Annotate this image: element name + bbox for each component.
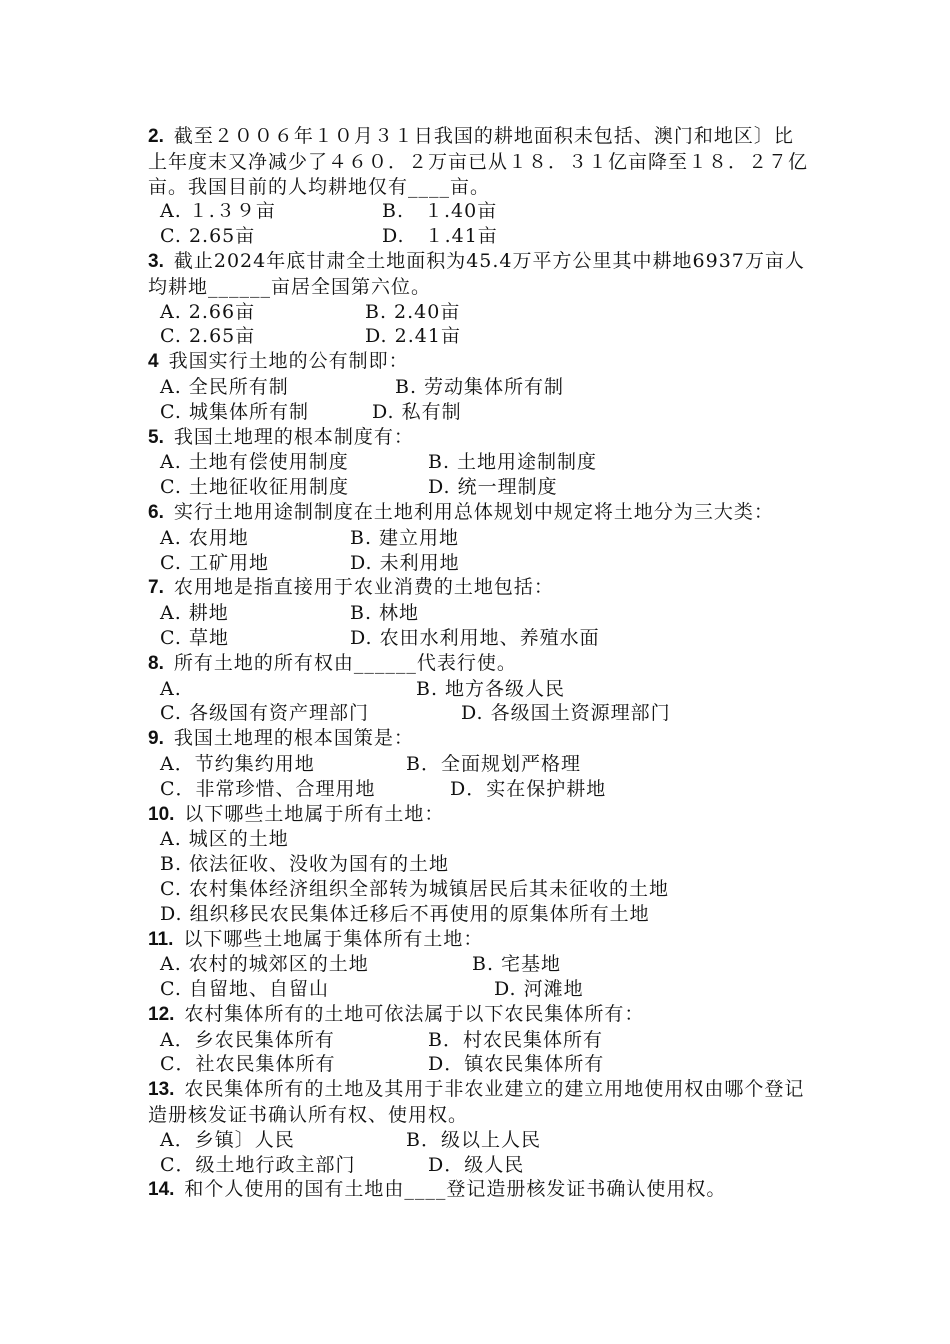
question-2-options <box>148 199 808 249</box>
option-a: A. １.３９亩 <box>160 200 276 223</box>
question-number: 7. <box>148 577 164 599</box>
question-14 <box>148 1177 808 1203</box>
question-3-options <box>148 300 808 350</box>
option-d: D. 组织移民农民集体迁移后不再使用的原集体所有土地 <box>160 902 650 925</box>
question-number: 14. <box>148 1179 175 1201</box>
question-number: 11. <box>148 928 174 950</box>
question-number: 8. <box>148 652 164 674</box>
question-13 <box>148 1077 808 1128</box>
option-b: B. 宅基地 <box>472 953 562 976</box>
option-d: D. 未利用地 <box>350 551 460 574</box>
option-c: C. 农村集体经济组织全部转为城镇居民后其未征收的土地 <box>160 877 669 900</box>
question-6 <box>148 500 808 526</box>
option-b: B. 建立用地 <box>350 526 460 549</box>
option-a: A. 农村的城郊区的土地 <box>160 953 369 976</box>
question-9 <box>148 726 808 752</box>
option-b: B. 依法征收、没收为国有的土地 <box>160 853 450 876</box>
option-b: B. 土地用途制制度 <box>428 451 598 474</box>
option-c: C. 2.65亩 <box>160 325 256 348</box>
option-d: D．级人民 <box>428 1153 525 1176</box>
question-2 <box>148 124 808 199</box>
question-11-options <box>148 952 808 1002</box>
option-c: C. 草地 <box>160 626 229 649</box>
question-6-options <box>148 526 808 576</box>
question-text: 和个人使用的国有土地由____登记造册核发证书确认使用权。 <box>184 1178 727 1201</box>
question-12 <box>148 1002 808 1028</box>
question-8 <box>148 651 808 677</box>
option-d: D. 各级国土资源理部门 <box>461 702 671 725</box>
option-a: A. 全民所有制 <box>160 375 289 398</box>
question-5 <box>148 425 808 451</box>
option-d: D. 2.41亩 <box>365 325 461 348</box>
question-text: 农村集体所有的土地可依法属于以下农民集体所有： <box>184 1002 645 1025</box>
option-a: A. 农用地 <box>160 526 249 549</box>
option-b: B. 劳动集体所有制 <box>395 375 565 398</box>
question-number: 5. <box>148 426 164 448</box>
question-number: 6. <box>148 501 164 523</box>
question-7-options <box>148 601 808 651</box>
question-text: 实行土地用途制制度在土地利用总体规划中规定将土地分为三大类： <box>173 500 774 523</box>
question-4-options <box>148 375 808 425</box>
option-c: C. 各级国有资产理部门 <box>160 702 369 725</box>
option-b: B．全面规划严格理 <box>406 752 581 775</box>
question-text: 截至２００６年１０月３１日我国的耕地面积未包括、澳门和地区〕比上年度末又净减少了４６０．２万亩已从１８．３１亿亩降至１８．２７亿亩。我国目前的人均耕地仅有____亩。 <box>148 125 809 198</box>
question-number: 9. <box>148 728 164 750</box>
question-text: 我国实行土地的公有制即： <box>168 350 409 373</box>
option-a: A. <box>160 677 182 700</box>
option-b: B. 林地 <box>350 602 420 625</box>
question-number: 13. <box>148 1079 175 1101</box>
question-text: 以下哪些土地属于所有土地： <box>184 802 445 825</box>
option-b: B．级以上人民 <box>406 1128 541 1151</box>
option-c: C. 工矿用地 <box>160 551 269 574</box>
option-a: A．节约集约用地 <box>160 752 315 775</box>
option-c: C. 城集体所有制 <box>160 400 309 423</box>
option-a: A. 土地有偿使用制度 <box>160 451 349 474</box>
question-text: 所有土地的所有权由______代表行使。 <box>173 651 517 674</box>
question-5-options <box>148 450 808 500</box>
question-10 <box>148 802 808 828</box>
document-page <box>148 124 808 1203</box>
option-a: A．乡镇〕人民 <box>160 1128 295 1151</box>
option-b: B．村农民集体所有 <box>428 1028 603 1051</box>
question-number: 12. <box>148 1003 175 1025</box>
option-b: B. 地方各级人民 <box>416 677 566 700</box>
question-text: 我国土地理的根本国策是： <box>173 727 414 750</box>
option-b: B. １.40亩 <box>382 200 498 223</box>
option-d: D. 河滩地 <box>494 978 584 1001</box>
option-a: A．乡农民集体所有 <box>160 1028 335 1051</box>
question-text: 我国土地理的根本制度有： <box>173 425 414 448</box>
question-text: 农用地是指直接用于农业消费的土地包括： <box>173 576 554 599</box>
question-13-options <box>148 1128 808 1178</box>
option-d: D. 农田水利用地、养殖水面 <box>350 626 600 649</box>
question-8-options <box>148 677 808 727</box>
question-number: 10. <box>148 803 175 825</box>
question-text: 农民集体所有的土地及其用于非农业建立的建立用地使用权由哪个登记造册核发证书确认所有权、使用权。 <box>148 1078 805 1127</box>
question-number: 2. <box>148 126 164 147</box>
question-text: 截止2024年底甘肃全土地面积为45.4万平方公里其中耕地6937万亩人均耕地______亩居全国第六位。 <box>148 249 805 298</box>
option-b: B. 2.40亩 <box>365 300 461 323</box>
option-a: A. 2.66亩 <box>160 300 256 323</box>
option-a: A. 城区的土地 <box>160 828 289 851</box>
question-7 <box>148 575 808 601</box>
question-10-options <box>148 827 808 926</box>
option-c: C. 2.65亩 <box>160 225 256 248</box>
option-d: D. １.41亩 <box>382 225 498 248</box>
option-d: D．镇农民集体所有 <box>428 1053 605 1076</box>
question-9-options <box>148 752 808 802</box>
question-text: 以下哪些土地属于集体所有土地： <box>183 927 484 950</box>
option-d: D. 私有制 <box>372 400 462 423</box>
option-c: C. 自留地、自留山 <box>160 978 329 1001</box>
question-3 <box>148 249 808 300</box>
option-d: D．实在保护耕地 <box>450 777 607 800</box>
question-number: 4 <box>148 351 159 373</box>
question-number: 3. <box>148 250 164 272</box>
option-c: C．级土地行政主部门 <box>160 1153 356 1176</box>
question-12-options <box>148 1028 808 1078</box>
option-c: C．社农民集体所有 <box>160 1053 336 1076</box>
option-a: A. 耕地 <box>160 602 229 625</box>
option-c: C. 土地征收征用制度 <box>160 476 349 499</box>
option-c: C．非常珍惜、合理用地 <box>160 777 376 800</box>
question-4 <box>148 349 808 375</box>
option-d: D. 统一理制度 <box>428 476 558 499</box>
question-11 <box>148 927 808 953</box>
